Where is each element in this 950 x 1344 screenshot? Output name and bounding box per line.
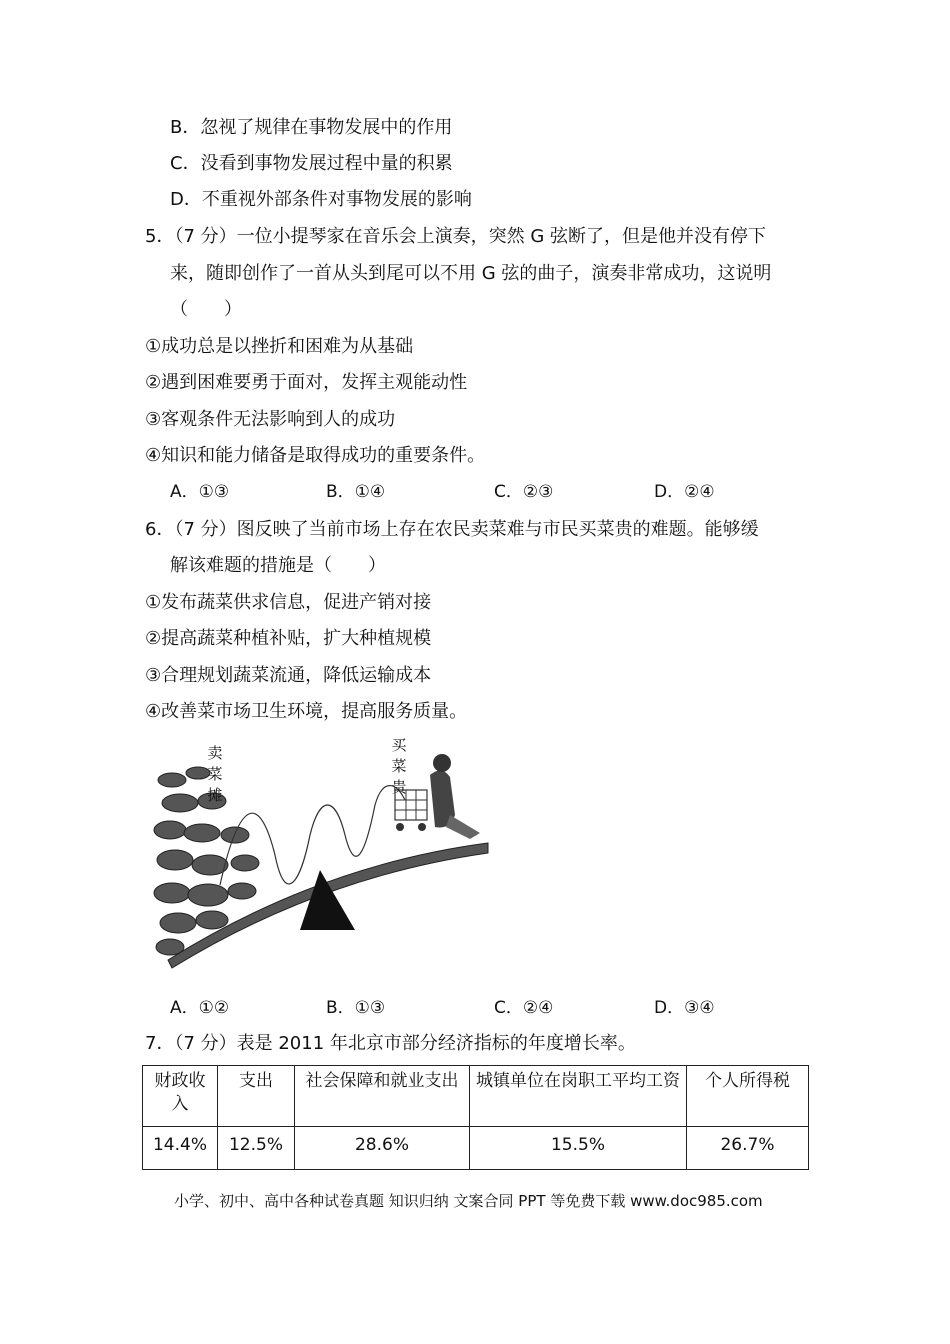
q6-stem-line1: 6．（7 分）图反映了当前市场上存在农民卖菜难与市民买菜贵的难题。能够缓: [145, 519, 759, 540]
header-cell: 城镇单位在岗职工平均工资: [470, 1066, 687, 1127]
q5-statement-2: ②遇到困难要勇于面对，发挥主观能动性: [145, 372, 468, 393]
seesaw-figure: [150, 735, 500, 970]
page-footer: 小学、初中、高中各种试卷真题 知识归纳 文案合同 PPT 等免费下载 www.doc985.com: [174, 1192, 763, 1210]
header-cell: 社会保障和就业支出: [295, 1066, 470, 1127]
q6-choice-b: B．①③: [326, 998, 386, 1018]
q5-stem-line1: 5．（7 分）一位小提琴家在音乐会上演奏，突然 G 弦断了，但是他并没有停下: [145, 226, 767, 247]
q5-choice-d: D．②④: [654, 482, 715, 502]
value-cell: 15.5%: [470, 1127, 687, 1170]
q6-stem-line2: 解该难题的措施是（ ）: [170, 555, 386, 576]
q6-statement-2: ②提高蔬菜种植补贴，扩大种植规模: [145, 628, 432, 649]
q6-choice-c: C．②④: [494, 998, 554, 1018]
q5-statement-1: ①成功总是以挫折和困难为从基础: [145, 336, 414, 357]
header-cell: 财政收入: [143, 1066, 218, 1127]
header-cell: 支出: [218, 1066, 295, 1127]
q5-answer-blank: （ ）: [170, 299, 242, 320]
q6-statement-3: ③合理规划蔬菜流通，降低运输成本: [145, 665, 432, 686]
table-row: [143, 1127, 809, 1170]
q6-statement-1: ①发布蔬菜供求信息，促进产销对接: [145, 592, 432, 613]
value-cell: 26.7%: [687, 1127, 809, 1170]
value-cell: 28.6%: [295, 1127, 470, 1170]
economic-indicators-table: [142, 1065, 809, 1170]
q6-choice-d: D．③④: [654, 998, 715, 1018]
q4-option-c: C．没看到事物发展过程中量的积累: [170, 153, 453, 174]
q6-choice-a: A．①②: [170, 998, 230, 1018]
q6-statement-4: ④改善菜市场卫生环境，提高服务质量。: [145, 701, 468, 722]
q5-choice-c: C．②③: [494, 482, 554, 502]
label-vegetable-stall: 卖菜摊: [207, 744, 223, 804]
q5-stem-line2: 来，随即创作了一首从头到尾可以不用 G 弦的曲子，演奏非常成功，这说明: [170, 263, 772, 284]
label-expensive-vegetables: 买菜贵: [391, 736, 407, 796]
q5-statement-3: ③客观条件无法影响到人的成功: [145, 409, 396, 430]
q7-stem: 7．（7 分）表是 2011 年北京市部分经济指标的年度增长率。: [145, 1033, 636, 1054]
q4-option-d: D．不重视外部条件对事物发展的影响: [170, 189, 472, 210]
table-header-row: [143, 1066, 809, 1127]
seesaw-illustration: [150, 735, 500, 970]
q5-statement-4: ④知识和能力储备是取得成功的重要条件。: [145, 445, 486, 466]
header-cell: 个人所得税: [687, 1066, 809, 1127]
value-cell: 14.4%: [143, 1127, 218, 1170]
q5-choice-a: A．①③: [170, 482, 230, 502]
q4-option-b: B．忽视了规律在事物发展中的作用: [170, 117, 453, 138]
q5-choice-b: B．①④: [326, 482, 386, 502]
value-cell: 12.5%: [218, 1127, 295, 1170]
